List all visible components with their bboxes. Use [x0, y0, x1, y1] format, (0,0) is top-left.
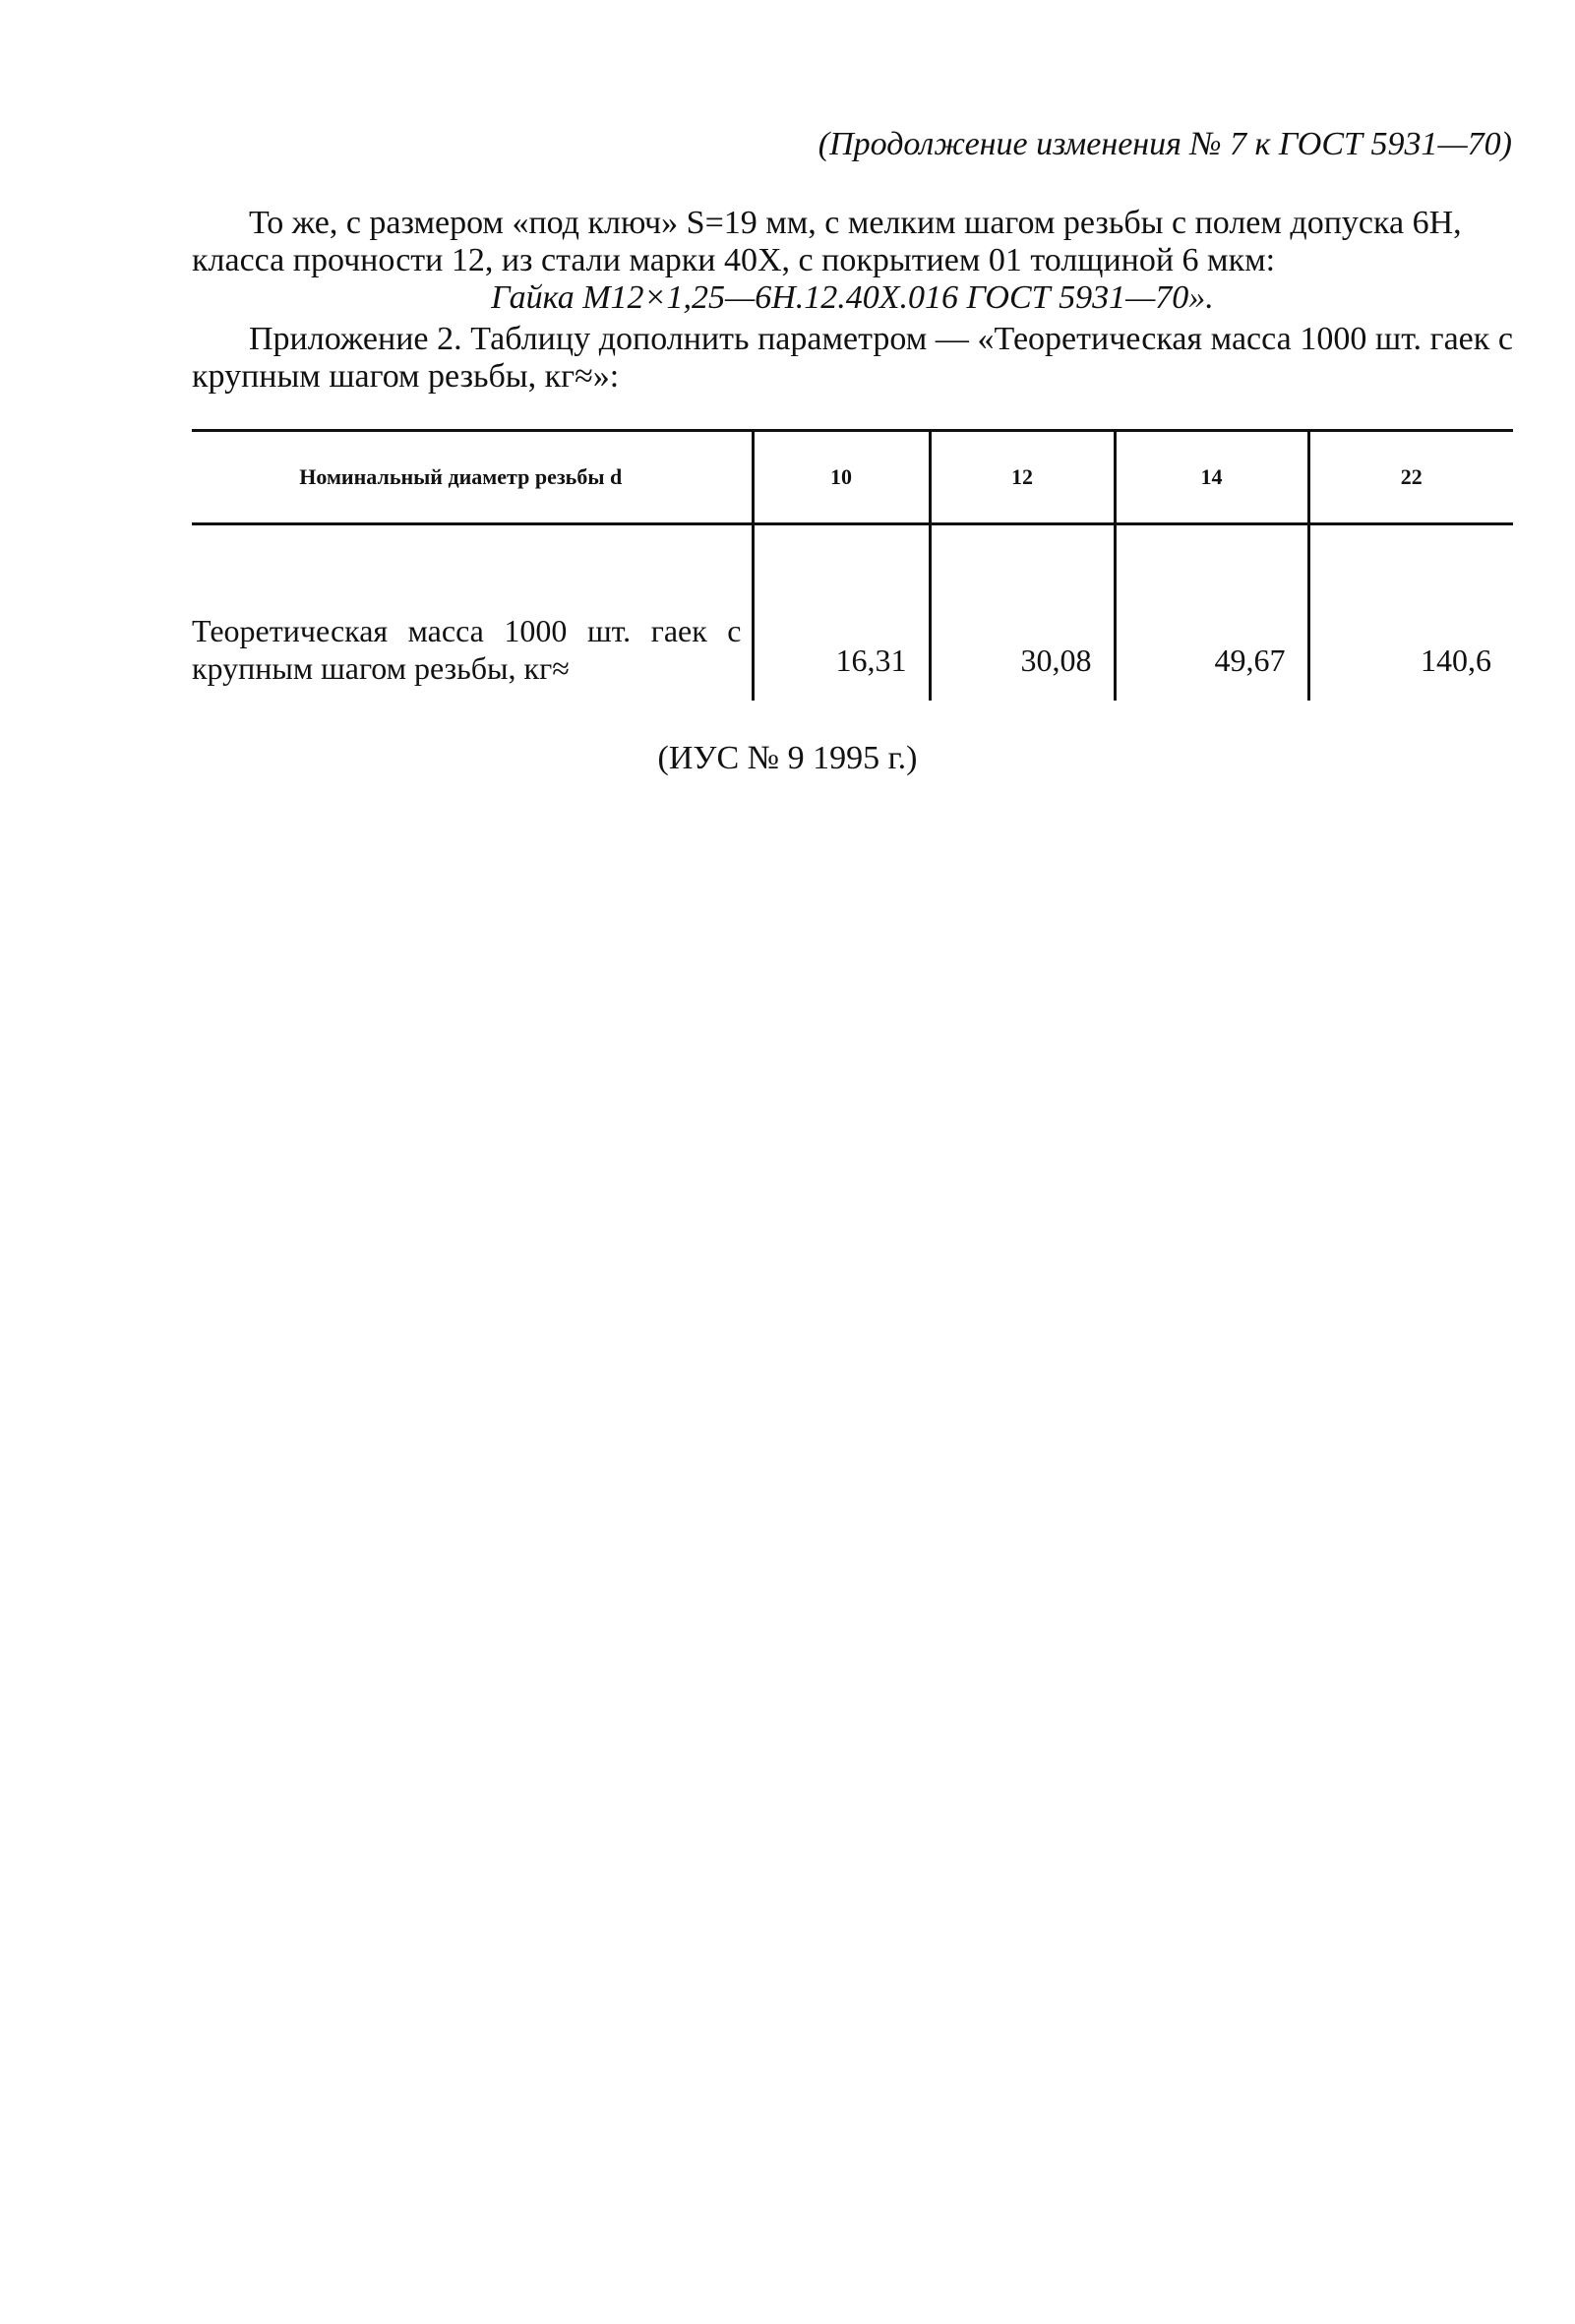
- paragraph-nut-variant-text: То же, с размером «под ключ» S=19 мм, с мелким шагом резьбы с полем допуска 6Н, класса прочности 12, из стали марки 40Х, с покрытием 01 толщиной 6 мкм:: [192, 205, 1462, 278]
- paragraph-appendix-2: Приложение 2. Таблицу дополнить параметром — «Теоретическая масса 1000 шт. гаек с крупным шагом резьбы, кг≈»:: [192, 321, 1513, 395]
- diameter-cell: 10: [753, 431, 930, 524]
- diameter-cell: 22: [1308, 431, 1513, 524]
- row-label-cell: Теоретическая масса 1000 шт. гаек с крупным шагом резьбы, кг≈: [192, 613, 742, 686]
- diameter-cell: 12: [930, 431, 1115, 524]
- mass-cell: 140,6: [1308, 524, 1513, 702]
- mass-table: [192, 429, 1513, 701]
- nut-designation: Гайка M12×1,25—6Н.12.40Х.016 ГОСТ 5931—70».: [491, 279, 1214, 316]
- header-label-cell: Номинальный диаметр резьбы d: [192, 431, 753, 524]
- mass-cell: 30,08: [930, 524, 1115, 702]
- continuation-header: (Продолжение изменения № 7 к ГОСТ 5931—70): [818, 126, 1512, 162]
- source-note: (ИУС № 9 1995 г.): [657, 740, 918, 776]
- table-row: [192, 524, 1513, 702]
- diameter-cell: 14: [1115, 431, 1308, 524]
- paragraph-nut-variant: [192, 205, 1513, 317]
- mass-cell: 49,67: [1115, 524, 1308, 702]
- mass-cell: 16,31: [753, 524, 930, 702]
- table-header-row: [192, 431, 1513, 524]
